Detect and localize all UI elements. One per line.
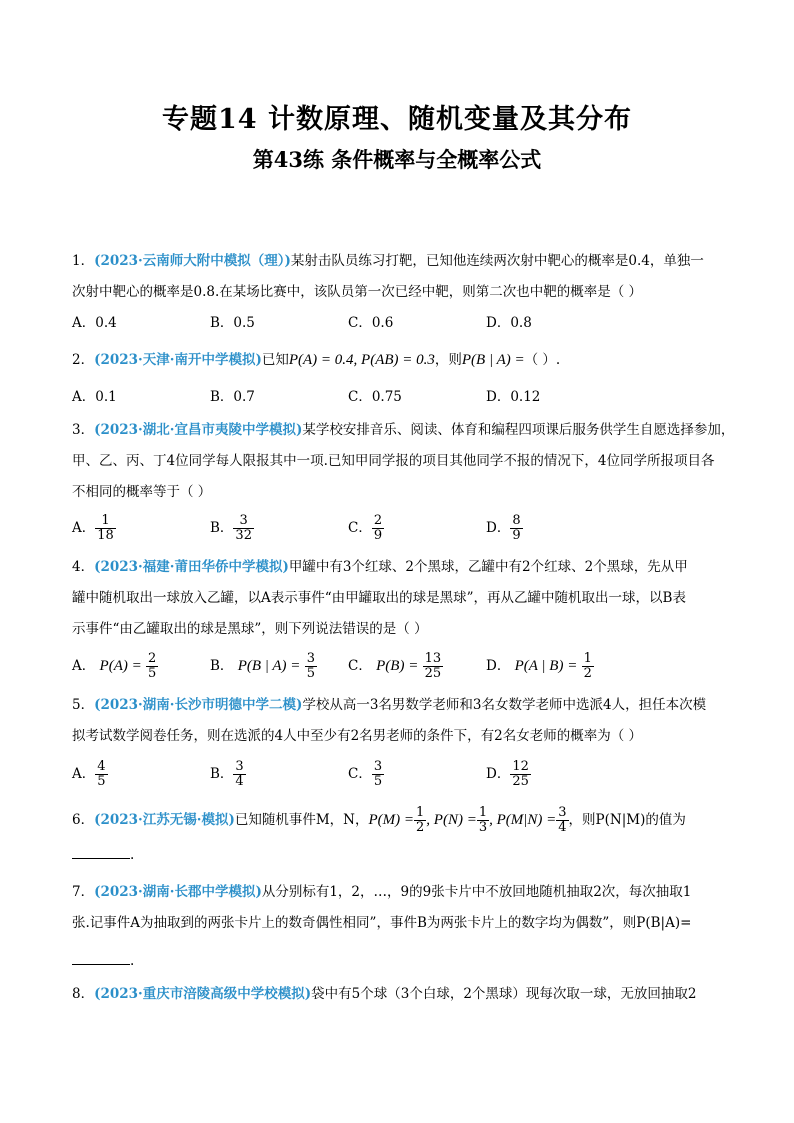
fraction <box>233 760 245 789</box>
math-expression: P(M) = <box>368 812 415 828</box>
question-3-line-1 <box>72 420 734 440</box>
numerator: 3 <box>558 805 567 820</box>
question-1-line-1 <box>72 251 734 271</box>
question-number: 5． <box>72 697 95 713</box>
option-d[interactable] <box>486 760 531 789</box>
numerator: 1 <box>583 651 592 666</box>
fraction <box>556 806 568 835</box>
denominator: 2 <box>416 820 425 835</box>
question-source: (2023·天津·南开中学模拟) <box>94 352 262 368</box>
option-label: B． <box>210 658 234 674</box>
option-label: A． <box>72 520 96 536</box>
page-title: 专题14 计数原理、随机变量及其分布 <box>162 104 632 135</box>
fraction <box>95 760 107 789</box>
numerator: 3 <box>373 759 383 774</box>
question-1-line-2: 次射中靶心的概率是0.8.在某场比赛中，该队员第一次已经中靶，则第二次也中靶的概率是（ ） <box>72 284 643 300</box>
fraction <box>510 514 522 543</box>
option-a[interactable] <box>72 652 158 681</box>
fraction <box>95 514 116 543</box>
math-expression: P(A | B) = <box>514 658 578 674</box>
question-3-line-3: 不相同的概率等于（ ） <box>72 484 212 500</box>
question-number: 2． <box>72 352 95 368</box>
question-source: (2023·云南师大附中模拟（理）) <box>94 253 291 269</box>
numerator: 1 <box>95 514 116 529</box>
math-expression: P(A) = 0.4, P(AB) = 0.3 <box>288 352 435 368</box>
denominator: 5 <box>373 774 383 789</box>
option-b[interactable]: B．0.5 <box>210 315 255 331</box>
question-8-line-1 <box>72 984 734 1004</box>
denominator: 9 <box>512 528 521 543</box>
math-expression: P(A) = <box>99 658 142 674</box>
question-7-line-1 <box>72 882 734 902</box>
denominator: 32 <box>235 528 252 543</box>
question-4-line-2: 罐中随机取出一球放入乙罐，以A表示事件“由甲罐取出的球是黑球”，再从乙罐中随机取出一球，以B表 <box>72 590 686 606</box>
denominator: 2 <box>583 666 592 681</box>
question-source: (2023·湖南·长沙市明德中学二模) <box>94 697 303 713</box>
page-subtitle: 第43练 条件概率与全概率公式 <box>252 147 542 172</box>
question-number: 3． <box>72 422 95 438</box>
option-d[interactable]: D．0.8 <box>486 315 532 331</box>
denominator: 18 <box>97 528 114 543</box>
numerator: 1 <box>416 805 425 820</box>
option-a[interactable]: A．0.1 <box>72 389 117 405</box>
question-text: （ ）. <box>524 352 561 368</box>
denominator: 9 <box>373 528 383 543</box>
numerator: 3 <box>235 759 244 774</box>
question-5-line-1 <box>72 695 734 715</box>
numerator: 13 <box>424 651 442 666</box>
numerator: 3 <box>306 651 315 666</box>
punctuation: . <box>130 953 135 969</box>
math-expression: P(B | A) = <box>461 352 525 368</box>
math-expression: P(B) = <box>376 658 419 674</box>
question-source: (2023·福建·莆田华侨中学模拟) <box>94 559 289 575</box>
numerator: 2 <box>373 513 383 528</box>
question-text: 袋中有5个球（3个白球，2个黑球）现每次取一球，无放回抽取2 <box>311 986 697 1002</box>
denominator: 25 <box>424 666 442 681</box>
question-number: 6． <box>72 812 95 828</box>
numerator: 4 <box>97 759 106 774</box>
option-label: D． <box>486 766 511 782</box>
numerator: 12 <box>512 759 529 774</box>
fraction <box>372 760 384 789</box>
question-3-line-2: 甲、乙、丙、丁4位同学每人限报其中一项.已知甲同学报的项目其他同学不报的情况下，4位同学所报项目各 <box>72 453 715 469</box>
question-source: (2023·湖南·长郡中学模拟) <box>94 884 262 900</box>
question-number: 1． <box>72 253 95 269</box>
option-d[interactable] <box>486 652 594 681</box>
option-label: D． <box>486 658 511 674</box>
question-4-line-1 <box>72 557 734 577</box>
fraction <box>477 806 489 835</box>
option-label: A． <box>72 766 96 782</box>
option-b[interactable] <box>210 514 254 543</box>
fraction <box>305 652 317 681</box>
numerator: 1 <box>478 805 488 820</box>
question-text: 某学校安排音乐、阅读、体育和编程四项课后服务供学生自愿选择参加， <box>302 422 735 438</box>
question-text: 某射击队员练习打靶，已知他连续两次射中靶心的概率是0.4，单独一 <box>290 253 704 269</box>
option-a[interactable]: A．0.4 <box>72 315 117 331</box>
option-a[interactable] <box>72 760 108 789</box>
option-label: D． <box>486 520 511 536</box>
question-text: ，则P(N|M)的值为 <box>568 812 686 828</box>
answer-blank[interactable] <box>72 950 130 965</box>
question-text: 已知 <box>261 352 289 368</box>
option-label: C． <box>348 520 372 536</box>
option-c[interactable]: C．0.6 <box>348 315 394 331</box>
question-7-line-2: 张.记事件A为抽取到的两张卡片上的数奇偶性相同”，事件B为两张卡片上的数字均为偶数”，则P(B|A)= <box>72 915 692 931</box>
punctuation: . <box>130 847 135 863</box>
question-7-answer-line <box>72 950 734 971</box>
option-c[interactable] <box>348 760 384 789</box>
fraction <box>233 514 254 543</box>
fraction <box>582 652 594 681</box>
answer-blank[interactable] <box>72 844 130 859</box>
fraction <box>146 652 158 681</box>
fraction <box>510 760 531 789</box>
denominator: 5 <box>97 774 106 789</box>
question-4-line-3: 示事件“由乙罐取出的球是黑球”，则下列说法错误的是（ ） <box>72 621 428 637</box>
option-label: C． <box>348 766 372 782</box>
question-text: ，则 <box>434 352 462 368</box>
option-label: B． <box>210 520 234 536</box>
math-expression: , P(M|N) = <box>489 812 557 828</box>
question-number: 8． <box>72 986 95 1002</box>
denominator: 25 <box>512 774 529 789</box>
question-source: (2023·重庆市涪陵高级中学校模拟) <box>94 986 312 1002</box>
question-source: (2023·湖北·宜昌市夷陵中学模拟) <box>94 422 303 438</box>
math-expression: , P(N) = <box>426 812 477 828</box>
numerator: 8 <box>512 513 521 528</box>
option-label: A． <box>72 658 96 674</box>
option-c[interactable] <box>348 514 384 543</box>
denominator: 4 <box>558 820 567 835</box>
fraction <box>372 514 384 543</box>
option-label: B． <box>210 766 234 782</box>
math-expression: P(B | A) = <box>237 658 301 674</box>
option-b[interactable]: B．0.7 <box>210 389 255 405</box>
fraction <box>423 652 444 681</box>
numerator: 3 <box>233 514 254 529</box>
question-number: 4． <box>72 559 95 575</box>
denominator: 4 <box>235 774 244 789</box>
option-label: C． <box>348 658 372 674</box>
option-b[interactable] <box>210 652 317 681</box>
denominator: 3 <box>478 820 488 835</box>
question-text: 从分别标有1，2，…，9的9张卡片中不放回地随机抽取2次，每次抽取1 <box>261 884 692 900</box>
question-number: 7． <box>72 884 95 900</box>
question-6-line-1 <box>72 806 734 835</box>
option-d[interactable]: D．0.12 <box>486 389 541 405</box>
option-c[interactable] <box>348 652 443 681</box>
numerator: 2 <box>148 651 157 666</box>
question-text: 学校从高一3名男数学老师和3名女数学老师中选派4人，担任本次模 <box>302 697 707 713</box>
option-c[interactable]: C．0.75 <box>348 389 402 405</box>
fraction <box>414 806 426 835</box>
question-2-line-1 <box>72 350 734 370</box>
question-source: (2023·江苏无锡·模拟) <box>94 812 235 828</box>
question-text: 已知随机事件M，N， <box>234 812 369 828</box>
option-b[interactable] <box>210 760 246 789</box>
question-6-answer-line <box>72 844 734 865</box>
denominator: 5 <box>148 666 157 681</box>
question-text: 甲罐中有3个红球、2个黑球，乙罐中有2个红球、2个黑球，先从甲 <box>288 559 688 575</box>
question-5-line-2: 拟考试数学阅卷任务，则在选派的4人中至少有2名男老师的条件下，有2名女老师的概率为（ ） <box>72 728 643 744</box>
option-a[interactable] <box>72 514 116 543</box>
denominator: 5 <box>306 666 315 681</box>
option-d[interactable] <box>486 514 523 543</box>
